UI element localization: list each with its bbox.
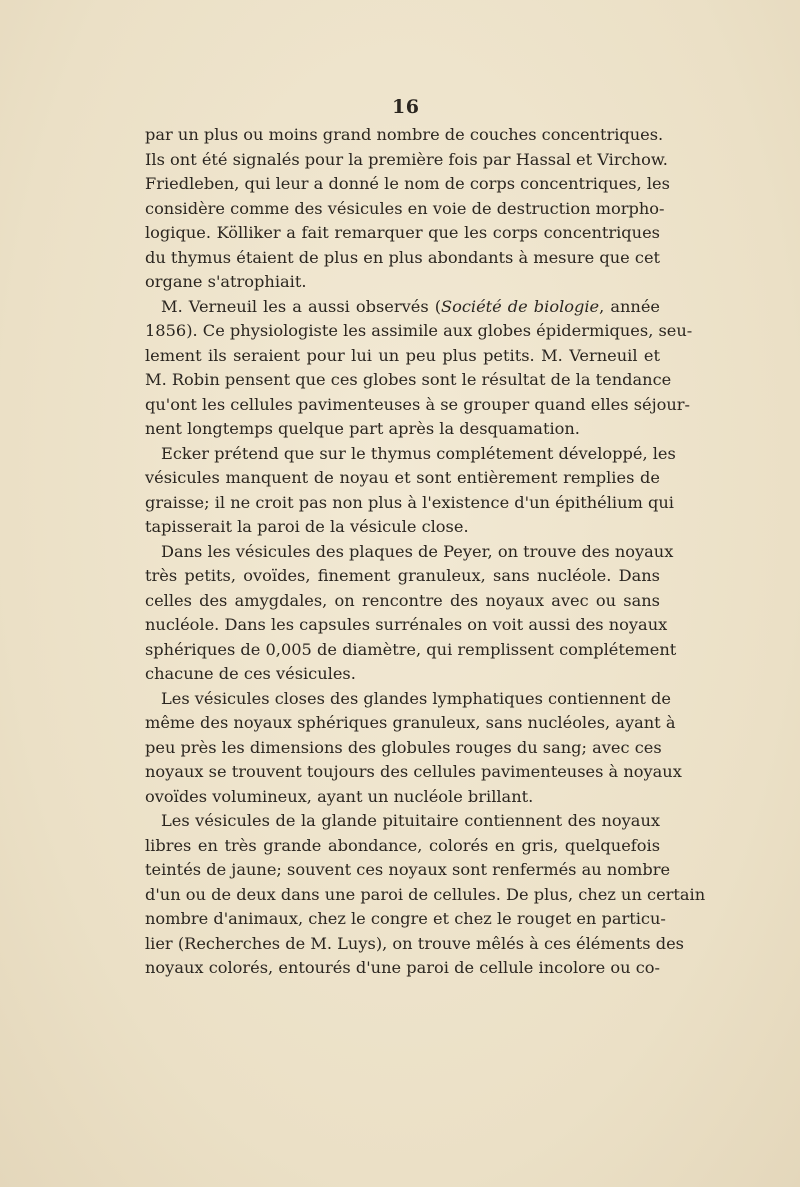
text-segment: Ecker prétend que sur le thymus complétement développé, les: [161, 443, 676, 463]
text-line: [145, 417, 660, 442]
text-segment: lement ils seraient pour lui un peu plus petits. M. Verneuil et: [145, 345, 660, 365]
text-segment: organe s'atrophiait.: [145, 272, 307, 291]
text-line: [145, 148, 668, 173]
text-line: [145, 711, 676, 736]
text-segment: 1856). Ce physiologiste les assimile aux globes épidermiques, seu-: [145, 321, 693, 340]
text-segment: nucléole. Dans les capsules surrénales on voit aussi des noyaux: [145, 615, 668, 634]
text-segment: par un plus ou moins grand nombre de couches concentriques.: [145, 125, 664, 144]
text-line: [145, 613, 668, 638]
text-segment: celles des amygdales, on rencontre des noyaux avec ou sans: [145, 590, 660, 610]
text-segment: considère comme des vésicules en voie de destruction morpho-: [145, 198, 665, 218]
body-text: [145, 123, 706, 981]
text-segment: teintés de jaune; souvent ces noyaux sont renfermés au nombre: [145, 860, 671, 879]
text-segment: nent longtemps quelque part après la desquamation.: [145, 419, 580, 438]
text-line: [145, 785, 660, 810]
text-line: [145, 932, 684, 957]
text-line: [145, 883, 706, 908]
text-line: [145, 221, 660, 246]
italic-citation: Société de biologie: [441, 296, 600, 316]
text-segment: nombre d'animaux, chez le congre et chez le rouget en particu-: [145, 909, 666, 928]
text-line: [145, 197, 665, 222]
text-segment: Friedleben, qui leur a donné le nom de corps concentriques, les: [145, 174, 670, 193]
text-line: [145, 123, 664, 148]
text-segment: M. Robin pensent que ces globes sont le résultat de la tendance: [145, 370, 672, 389]
text-segment: peu près les dimensions des globules rouges du sang; avec ces: [145, 737, 662, 757]
text-segment: noyaux colorés, entourés d'une paroi de cellule incolore ou co-: [145, 958, 660, 977]
text-line: [145, 564, 660, 589]
text-segment: tapisserait la paroi de la vésicule close.: [145, 517, 469, 536]
text-line: [145, 344, 660, 369]
text-segment: qu'ont les cellules pavimenteuses à se grouper quand elles séjour-: [145, 394, 690, 414]
text-line: [145, 760, 682, 785]
text-segment: sphériques de 0,005 de diamètre, qui remplissent complétement: [145, 639, 677, 659]
text-segment: , année: [599, 296, 661, 316]
text-line: [145, 246, 660, 271]
text-line: [145, 687, 671, 712]
text-line: [145, 368, 672, 393]
text-line: [145, 319, 693, 344]
text-segment: logique. Kölliker a fait remarquer que les corps concentriques: [145, 223, 660, 242]
text-segment: graisse; il ne croit pas non plus à l'existence d'un épithélium qui: [145, 492, 674, 512]
text-line: [145, 393, 690, 418]
text-line: [145, 491, 674, 516]
text-line: [145, 466, 660, 491]
page-number: 16: [392, 96, 420, 118]
text-segment: Dans les vésicules des plaques de Peyer, on trouve des noyaux: [161, 541, 674, 561]
text-line: [145, 907, 666, 932]
text-segment: ovoïdes volumineux, ayant un nucléole brillant.: [145, 786, 534, 806]
text-line: [145, 589, 660, 614]
text-line: [145, 834, 660, 859]
text-line: [145, 662, 660, 687]
text-line: [145, 638, 677, 663]
text-segment: M. Verneuil les a aussi observés (: [161, 296, 442, 316]
text-segment: vésicules manquent de noyau et sont entièrement remplies de: [145, 468, 660, 487]
text-line: [145, 172, 670, 197]
text-segment: même des noyaux sphériques granuleux, sans nucléoles, ayant à: [145, 713, 676, 732]
text-segment: du thymus étaient de plus en plus abondants à mesure que cet: [145, 247, 661, 267]
text-line: [145, 442, 676, 467]
text-line: [145, 809, 660, 834]
text-segment: Les vésicules de la glande pituitaire contiennent des noyaux: [161, 811, 660, 830]
text-line: [145, 540, 674, 565]
text-segment: chacune de ces vésicules.: [145, 664, 356, 683]
text-line: [145, 956, 660, 981]
text-line: [145, 270, 660, 295]
text-line: [145, 736, 660, 761]
text-line: [145, 515, 660, 540]
text-segment: libres en très grande abondance, colorés en gris, quelquefois: [145, 835, 660, 855]
text-line: [145, 858, 671, 883]
text-line: [145, 295, 660, 320]
text-segment: très petits, ovoïdes, finement granuleux, sans nucléole. Dans: [145, 566, 660, 585]
text-segment: d'un ou de deux dans une paroi de cellules. De plus, chez un certain: [145, 884, 706, 904]
text-segment: Ils ont été signalés pour la première fois par Hassal et Virchow.: [145, 149, 668, 169]
text-segment: Les vésicules closes des glandes lymphatiques contiennent de: [161, 688, 671, 708]
text-segment: noyaux se trouvent toujours des cellules pavimenteuses à noyaux: [145, 762, 682, 781]
text-segment: lier (Recherches de M. Luys), on trouve mêlés à ces éléments des: [145, 933, 684, 953]
